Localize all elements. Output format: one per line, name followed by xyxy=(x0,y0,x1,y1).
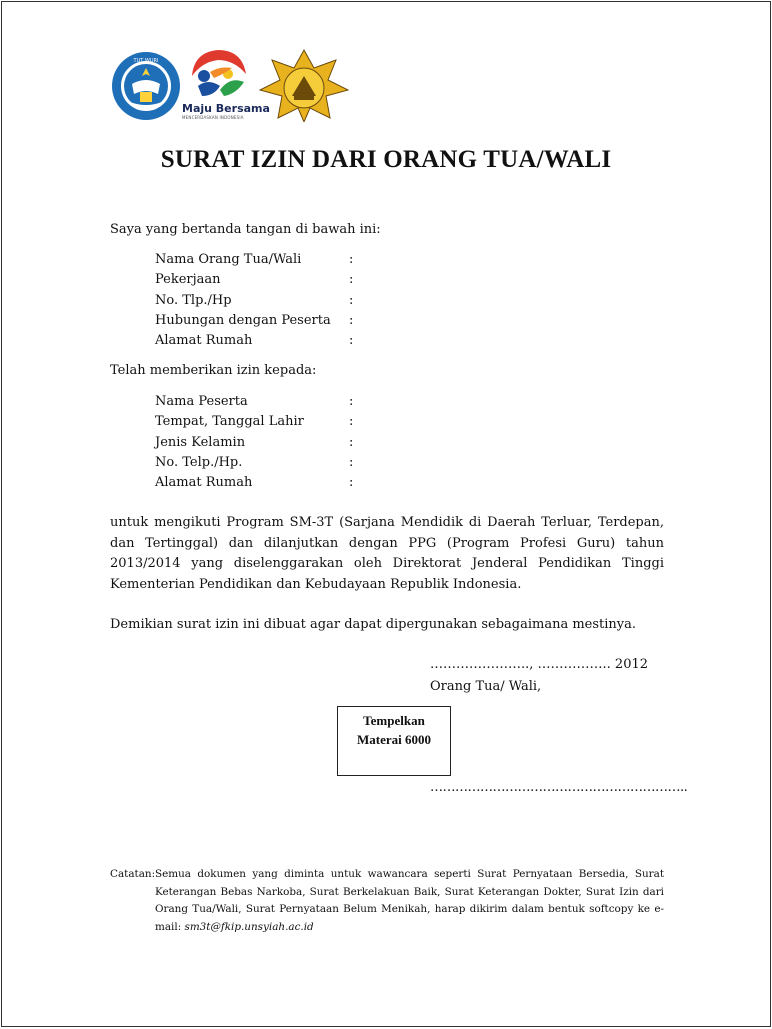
field-colon: : xyxy=(349,333,354,349)
unsyiah-logo xyxy=(258,48,350,122)
field-colon: : xyxy=(349,292,354,308)
note xyxy=(110,866,664,936)
signer-label: Orang Tua/ Wali, xyxy=(430,679,542,694)
closing-statement: Demikian surat izin ini dibuat agar dapat dipergunakan sebagaimana mestinya. xyxy=(110,617,637,632)
date-line: ………………….., …………….. 2012 xyxy=(430,657,649,672)
field-label: Nama Orang Tua/Wali xyxy=(155,252,302,267)
letter-page xyxy=(1,1,771,1027)
field-label: Tempat, Tanggal Lahir xyxy=(155,414,304,430)
intro-participant: Telah memberikan izin kepada: xyxy=(110,363,317,378)
signature-line: …………………………………………………….. xyxy=(430,780,688,795)
tut-wuri-handayani-logo xyxy=(110,50,182,122)
field-colon: : xyxy=(349,252,354,267)
field-row xyxy=(155,311,354,331)
field-row xyxy=(155,392,354,412)
field-label: Alamat Rumah xyxy=(155,475,253,491)
field-label: No. Tlp./Hp xyxy=(155,292,232,308)
parent-fields xyxy=(155,250,354,351)
field-colon: : xyxy=(349,272,354,288)
participant-fields xyxy=(155,392,354,493)
header-logos xyxy=(110,46,360,126)
field-row xyxy=(155,453,354,473)
maju-bersama-subcaption: MENCERDASKAN INDONESIA xyxy=(182,115,244,120)
stamp-box xyxy=(337,706,451,776)
letter-title: SURAT IZIN DARI ORANG TUA/WALI xyxy=(160,146,612,173)
field-label: No. Telp./Hp. xyxy=(155,454,243,470)
field-label: Jenis Kelamin xyxy=(155,434,246,450)
field-colon: : xyxy=(349,394,354,409)
svg-text:TUT WURI: TUT WURI xyxy=(133,58,159,64)
field-colon: : xyxy=(349,312,354,328)
field-label: Nama Peserta xyxy=(155,394,248,409)
field-row xyxy=(155,433,354,453)
note-label: Catatan: xyxy=(110,868,156,880)
field-row xyxy=(155,473,354,493)
intro-parent: Saya yang bertanda tangan di bawah ini: xyxy=(110,222,381,237)
field-row xyxy=(155,412,354,432)
maju-bersama-caption: Maju Bersama xyxy=(182,102,270,115)
field-row xyxy=(155,291,354,311)
field-row xyxy=(155,331,354,351)
field-label: Hubungan dengan Peserta xyxy=(155,312,331,328)
field-colon: : xyxy=(349,454,354,470)
field-colon: : xyxy=(349,434,354,450)
stamp-line-2: Materai 6000 xyxy=(356,732,431,747)
body-paragraph: untuk mengikuti Program SM-3T (Sarjana Mendidik di Daerah Terluar, Terdepan, dan Tertinggal) dan dilanjutkan dengan PPG (Program Profesi Guru) tahun 2013/2014 yang diselenggarakan oleh Direktorat Jenderal Pendidikan Tinggi Kementerian Pendidikan dan Kebudayaan Republik Indonesia. xyxy=(110,515,664,592)
field-colon: : xyxy=(349,414,354,430)
field-row xyxy=(155,270,354,290)
note-email: sm3t@fkip.unsyiah.ac.id xyxy=(184,920,314,933)
field-label: Pekerjaan xyxy=(155,272,221,288)
field-label: Alamat Rumah xyxy=(155,333,253,349)
note-text: Semua dokumen yang diminta untuk wawancara seperti Surat Pernyataan Bersedia, Surat Keterangan Bebas Narkoba, Surat Berkelakuan Baik, Surat Keterangan Dokter, Surat Izin dari Orang Tua/Wali, Surat Pernyataan Belum Menikah, harap dikirim dalam bentuk softcopy ke e-mail: xyxy=(155,868,664,933)
field-row xyxy=(155,250,354,270)
maju-bersama-logo xyxy=(184,46,254,102)
note-body xyxy=(155,866,664,936)
stamp-line-1: Tempelkan xyxy=(363,713,425,728)
field-colon: : xyxy=(349,475,354,491)
